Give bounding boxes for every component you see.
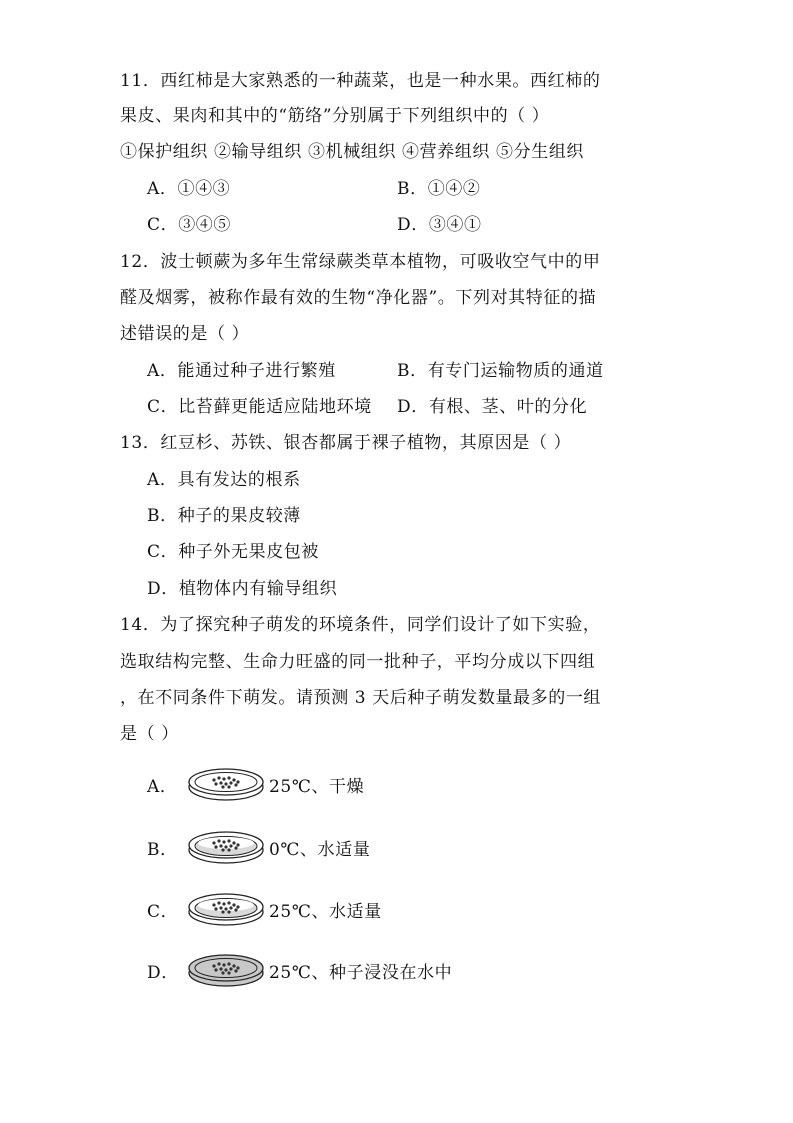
q13-line-1: 13．红豆杉、苏铁、银杏都属于裸子植物，其原因是（ ） <box>120 433 572 453</box>
q11-option-b: B．①④② <box>397 179 481 199</box>
q13-option-d: D．植物体内有输导组织 <box>147 579 338 599</box>
q11-option-a: A．①④③ <box>147 179 231 199</box>
q12-option-b: B．有专门运输物质的通道 <box>397 361 604 381</box>
q12-option-d: D．有根、茎、叶的分化 <box>397 397 588 417</box>
dish-condition-label: 25℃、干燥 <box>269 776 365 797</box>
dish-condition-label: 25℃、种子浸没在水中 <box>269 962 453 983</box>
petri-dish-moist-icon <box>185 889 267 929</box>
dish-condition-label: 25℃、水适量 <box>269 901 382 922</box>
option-letter: B． <box>147 839 178 860</box>
q13-option-c: C．种子外无果皮包被 <box>147 542 320 562</box>
q14-line-3: ，在不同条件下萌发。请预测 3 天后种子萌发数量最多的一组 <box>120 688 602 708</box>
petri-dish-submerged-icon <box>185 950 267 990</box>
q12-option-a: A．能通过种子进行繁殖 <box>147 361 336 381</box>
q14-option-b <box>147 827 370 867</box>
dish-condition-label: 0℃、水适量 <box>269 839 371 860</box>
q12-option-c: C．比苔藓更能适应陆地环境 <box>147 397 372 417</box>
q12-line-3: 述错误的是（ ） <box>120 324 250 344</box>
option-letter: A． <box>147 776 178 797</box>
q14-option-a <box>147 764 364 804</box>
petri-dish-dry-icon <box>185 764 267 804</box>
q11-line-1: 11．西红柿是大家熟悉的一种蔬菜，也是一种水果。西红柿的 <box>120 71 601 91</box>
q13-option-a: A．具有发达的根系 <box>147 470 301 490</box>
q11-option-d: D．③④① <box>397 215 482 235</box>
q14-line-2: 选取结构完整、生命力旺盛的同一批种子，平均分成以下四组 <box>120 652 596 672</box>
q14-option-c <box>147 889 382 929</box>
option-letter: D． <box>147 962 179 983</box>
q12-line-1: 12．波士顿蕨为多年生常绿蕨类草本植物，可吸收空气中的甲 <box>120 252 601 272</box>
q11-line-3: ①保护组织 ②输导组织 ③机械组织 ④营养组织 ⑤分生组织 <box>120 142 585 162</box>
petri-dish-moist-icon <box>185 827 267 867</box>
q12-line-2: 醛及烟雾，被称作最有效的生物“净化器”。下列对其特征的描 <box>120 288 597 308</box>
q11-line-2: 果皮、果肉和其中的“筋络”分别属于下列组织中的（ ） <box>120 106 550 126</box>
q14-line-1: 14．为了探究种子萌发的环境条件，同学们设计了如下实验， <box>120 615 601 635</box>
q11-option-c: C．③④⑤ <box>147 215 232 235</box>
option-letter: C． <box>147 901 179 922</box>
q14-line-4: 是（ ） <box>120 724 179 744</box>
q13-option-b: B．种子的果皮较薄 <box>147 506 301 526</box>
q14-option-d <box>147 950 452 990</box>
